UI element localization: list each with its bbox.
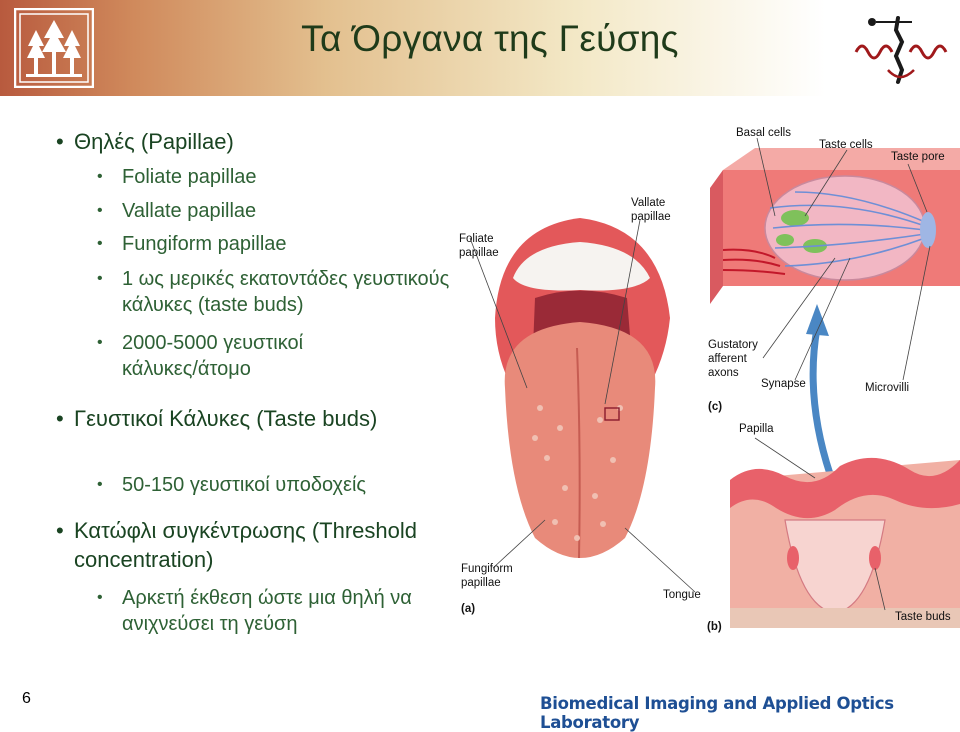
sub-bullet — [97, 231, 462, 257]
label-basal-cells: Basal cells — [736, 127, 791, 139]
slide-title: Τα Όργανα της Γεύσης — [301, 18, 679, 59]
page-number: 6 — [22, 690, 31, 707]
bullet-icon: • — [97, 168, 103, 185]
bullet-icon: • — [56, 406, 64, 431]
bullet-icon: • — [97, 235, 103, 252]
bullet-text: Γευστικοί Κάλυκες (Taste buds) — [74, 406, 378, 431]
sub-bullet — [97, 164, 462, 190]
papilla-section — [730, 438, 960, 628]
sub-bullet-text: 1 ως μερικές εκατοντάδες γευστικούς κάλυκες (taste buds) — [122, 268, 450, 316]
label-vallate-papillae: Vallate papillae — [631, 197, 671, 223]
label-foliate-papillae: Foliate papillae — [459, 233, 499, 259]
bullet-icon: • — [97, 202, 103, 219]
sub-bullet — [97, 585, 442, 637]
sub-bullet — [97, 266, 462, 318]
label-papilla: Papilla — [739, 423, 774, 435]
bullet-text: Θηλές (Papillae) — [74, 129, 234, 154]
bullet-icon: • — [56, 129, 64, 154]
label-taste-cells: Taste cells — [819, 139, 873, 151]
bullet-icon: • — [97, 270, 103, 287]
sub-bullet-text: Foliate papillae — [122, 166, 257, 188]
tongue-anatomy-figure — [455, 108, 960, 640]
bullet-icon: • — [97, 334, 103, 351]
label-gustatory-axons: Gustatory afferent axons — [708, 339, 758, 379]
lab-logo-icon — [852, 10, 950, 88]
bullet-text: Κατώφλι συγκέντρωσης (Threshold concentration) — [74, 518, 418, 572]
label-panel-c: (c) — [708, 401, 723, 413]
sub-bullet — [97, 330, 362, 382]
sub-bullet-text: 50-150 γευστικοί υποδοχείς — [122, 474, 367, 496]
label-fungiform-papillae: Fungiform papillae — [461, 563, 513, 589]
sub-bullet-text: Fungiform papillae — [122, 233, 287, 255]
label-tongue: Tongue — [663, 589, 701, 601]
label-panel-b: (b) — [707, 621, 722, 633]
bullet-icon: • — [97, 476, 103, 493]
sub-bullet-text: Αρκετή έκθεση ώστε μια θηλή να ανιχνεύσει τη γεύση — [122, 587, 412, 635]
bullet-threshold — [56, 516, 434, 574]
label-taste-buds: Taste buds — [895, 611, 951, 623]
label-taste-pore: Taste pore — [891, 151, 945, 163]
label-panel-a: (a) — [461, 603, 476, 615]
taste-bud-section — [710, 148, 960, 304]
bullet-taste-buds — [56, 404, 414, 433]
tongue-illustration — [470, 218, 695, 592]
label-synapse: Synapse — [761, 378, 806, 390]
university-logo-icon — [14, 8, 94, 88]
label-microvilli: Microvilli — [865, 382, 910, 394]
arrow-icon — [806, 304, 829, 336]
bullet-icon: • — [56, 518, 64, 543]
sub-bullet-text: 2000-5000 γευστικοί κάλυκες/άτομο — [122, 332, 304, 380]
bullet-papillae — [56, 127, 454, 156]
sub-bullet — [97, 198, 462, 224]
footer-lab-name: Biomedical Imaging and Applied Optics Laboratory — [540, 694, 894, 732]
bullet-icon: • — [97, 589, 103, 606]
sub-bullet — [97, 472, 462, 498]
sub-bullet-text: Vallate papillae — [122, 200, 257, 222]
